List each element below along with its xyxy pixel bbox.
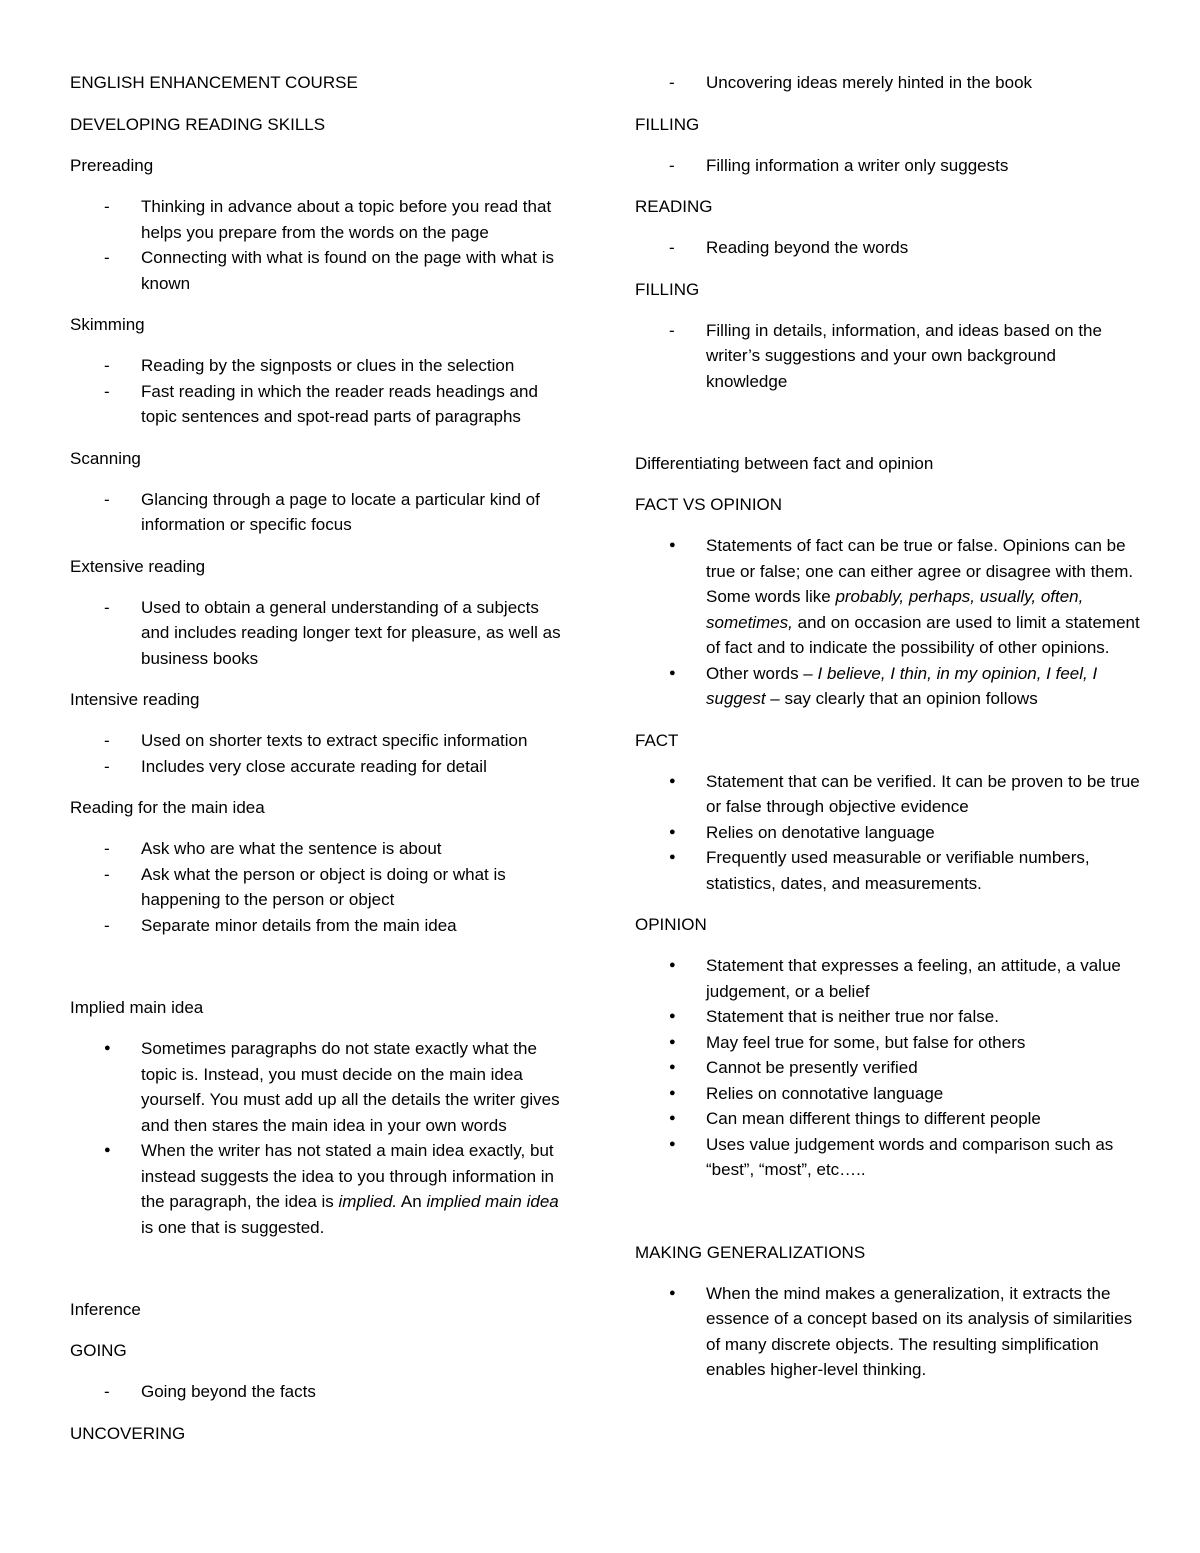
implied-heading: Implied main idea xyxy=(70,998,204,1017)
list-item: ● Frequently used measurable or verifiable numbers, statistics, dates, and measurements. xyxy=(635,845,1140,896)
right-column xyxy=(635,70,1140,1383)
intensive-heading: Intensive reading xyxy=(70,690,200,709)
list-item: - Ask who are what the sentence is about xyxy=(70,836,570,862)
fact-heading: FACT xyxy=(635,730,679,750)
prereading-heading: Prereading xyxy=(70,156,154,175)
list-item: ● Uses value judgement words and comparison such as “best”, “most”, etc….. xyxy=(635,1132,1140,1183)
list-item: ● Relies on connotative language xyxy=(635,1081,1140,1107)
scanning-list xyxy=(70,487,570,538)
generalizations-heading: MAKING GENERALIZATIONS xyxy=(635,1242,866,1262)
reading-list xyxy=(635,235,1140,261)
scanning-heading: Scanning xyxy=(70,448,141,468)
left-column xyxy=(70,70,570,1446)
skimming-heading: Skimming xyxy=(70,315,145,334)
list-item: ● Can mean different things to different people xyxy=(635,1106,1140,1132)
list-item: - Filling in details, information, and ideas based on the writer’s suggestions and your own background knowledge xyxy=(635,318,1140,395)
list-item: ● Statement that can be verified. It can be proven to be true or false through objective evidence xyxy=(635,769,1140,820)
list-item: - Uncovering ideas merely hinted in the book xyxy=(635,70,1140,96)
emphasis-text: probably, perhaps, usually, often, sometimes, xyxy=(706,587,1084,632)
list-item: ● Cannot be presently verified xyxy=(635,1055,1140,1081)
list-item: - Going beyond the facts xyxy=(70,1379,570,1405)
filling-list xyxy=(635,153,1140,179)
prereading-list xyxy=(70,194,570,296)
inference-heading: Inference xyxy=(70,1300,141,1319)
reading-label: READING xyxy=(635,197,713,216)
filling-label: FILLING xyxy=(635,279,700,299)
list-item: - Glancing through a page to locate a particular kind of information or specific focus xyxy=(70,487,570,538)
fact-vs-opinion-label: FACT VS OPINION xyxy=(635,495,783,514)
text-run: – say clearly that an opinion follows xyxy=(765,689,1038,708)
text-run: and on occasion are used to limit a statement of fact and to indicate the possibility of other opinions. xyxy=(706,612,1140,657)
list-item: - Reading beyond the words xyxy=(635,235,1140,261)
text-run: Statements of fact can be true or false. Opinions can be true or false; one can either agree or disagree with them. Some words like xyxy=(706,536,1134,606)
intensive-list xyxy=(70,728,570,779)
filling-label: FILLING xyxy=(635,114,700,134)
main-idea-list xyxy=(70,836,570,938)
list-item: ● Relies on denotative language xyxy=(635,820,1140,846)
list-item: - Used on shorter texts to extract specific information xyxy=(70,728,570,754)
list-item: - Fast reading in which the reader reads headings and topic sentences and spot-read parts of paragraphs xyxy=(70,379,570,430)
unit-title: DEVELOPING READING SKILLS xyxy=(70,115,326,134)
list-item: - Ask what the person or object is doing or what is happening to the person or object xyxy=(70,862,570,913)
emphasis-text: I believe, I thin, in my opinion, I feel, I suggest xyxy=(706,663,1098,708)
list-item: - Separate minor details from the main idea xyxy=(70,913,570,939)
text-run: Other words – xyxy=(706,663,818,683)
extensive-list xyxy=(70,595,570,672)
fact-opinion-heading: Differentiating between fact and opinion xyxy=(635,454,934,473)
list-item xyxy=(70,1138,570,1240)
extensive-heading: Extensive reading xyxy=(70,556,206,576)
emphasis-text: implied main idea xyxy=(426,1192,559,1211)
course-title: ENGLISH ENHANCEMENT COURSE xyxy=(70,73,358,92)
list-item: - Reading by the signposts or clues in the selection xyxy=(70,353,570,379)
generalizations-list xyxy=(635,1281,1140,1383)
list-item: ● May feel true for some, but false for others xyxy=(635,1030,1140,1056)
text-run: An xyxy=(397,1192,427,1211)
fact-list xyxy=(635,769,1140,897)
emphasis-text: implied. xyxy=(338,1192,398,1211)
list-item: ● When the mind makes a generalization, it extracts the essence of a concept based on its analysis of similarities of many discrete objects. The resulting simplification enables higher-level thinking. xyxy=(635,1281,1140,1383)
list-item: - Used to obtain a general understanding of a subjects and includes reading longer text for pleasure, as well as business books xyxy=(70,595,570,672)
list-item: - Thinking in advance about a topic before you read that helps you prepare from the words on the page xyxy=(70,194,570,245)
fact-vs-opinion-list xyxy=(635,533,1140,712)
uncovering-list xyxy=(635,70,1140,96)
list-item: ● Statement that expresses a feeling, an attitude, a value judgement, or a belief xyxy=(635,953,1140,1004)
going-list xyxy=(70,1379,570,1405)
filling-details-list xyxy=(635,318,1140,395)
list-item: - Filling information a writer only suggests xyxy=(635,153,1140,179)
list-item: - Includes very close accurate reading for detail xyxy=(70,754,570,780)
opinion-heading: OPINION xyxy=(635,915,707,934)
skimming-list xyxy=(70,353,570,430)
implied-list xyxy=(70,1036,570,1240)
text-run: When the writer has not stated a main idea exactly, but instead suggests the idea to you through information in the paragraph, the idea is xyxy=(141,1141,554,1211)
list-item: ● Statement that is neither true nor false. xyxy=(635,1004,1140,1030)
list-item: - Connecting with what is found on the page with what is known xyxy=(70,245,570,296)
opinion-list xyxy=(635,953,1140,1183)
list-item: ● Sometimes paragraphs do not state exactly what the topic is. Instead, you must decide on the main idea yourself. You must add up all the details the writer gives and then stares the main idea in your own words xyxy=(70,1036,570,1138)
uncovering-label: UNCOVERING xyxy=(70,1423,186,1443)
list-item xyxy=(635,533,1140,661)
list-item xyxy=(635,661,1140,712)
going-label: GOING xyxy=(70,1341,127,1360)
text-run: is one that is suggested. xyxy=(141,1217,325,1237)
main-idea-heading: Reading for the main idea xyxy=(70,798,265,817)
